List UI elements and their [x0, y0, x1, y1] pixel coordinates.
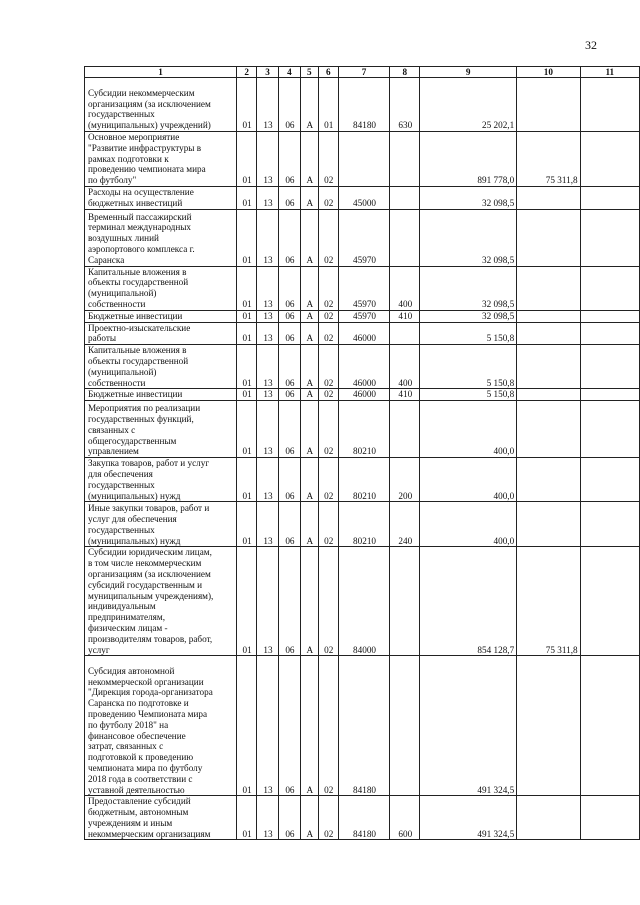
expense-code-cell: 46000: [338, 389, 390, 401]
activity-code-cell: 02: [318, 345, 338, 389]
subprogram-code-cell: А: [300, 209, 318, 266]
row-name-cell: Расходы на осуществление бюджетных инвестиций: [85, 186, 237, 209]
expense-code-cell: 46000: [338, 322, 390, 345]
section-code-cell: 01: [237, 322, 257, 345]
row-name-cell: Основное мероприятие "Развитие инфраструктуры в рамках подготовки к проведению чемпионата мира по футболу": [85, 132, 237, 187]
expense-code-cell: 84000: [338, 547, 390, 656]
activity-code-cell: 02: [318, 209, 338, 266]
amount-2018-cell: 75 311,8: [517, 547, 580, 656]
amount-2017-cell: 854 128,7: [420, 547, 517, 656]
amount-2019-cell: [580, 186, 639, 209]
table-row: [85, 186, 640, 209]
row-name-cell: Предоставление субсидий бюджетным, автономным учреждениям и иным некоммерческим организациям: [85, 796, 237, 840]
amount-2019-cell: [580, 209, 639, 266]
section-code-cell: 01: [237, 132, 257, 187]
table-row: [85, 209, 640, 266]
row-name-cell: Временный пассажирский терминал международных воздушных линий аэропортового комплекса г. Саранска: [85, 209, 237, 266]
subsection-code-cell: 13: [257, 209, 279, 266]
expense-code-cell: 80210: [338, 502, 390, 547]
amount-2018-cell: [517, 345, 580, 389]
type-code-cell: [390, 401, 420, 458]
section-code-cell: 01: [237, 656, 257, 796]
expense-code-cell: 84180: [338, 796, 390, 840]
header-cell: 1: [85, 67, 237, 78]
expense-code-cell: [338, 132, 390, 187]
table-row: [85, 796, 640, 840]
program-code-cell: 06: [278, 345, 300, 389]
expense-code-cell: 84180: [338, 656, 390, 796]
activity-code-cell: 02: [318, 310, 338, 322]
type-code-cell: 400: [390, 345, 420, 389]
amount-2019-cell: [580, 389, 639, 401]
amount-2018-cell: [517, 322, 580, 345]
subprogram-code-cell: А: [300, 796, 318, 840]
program-code-cell: 06: [278, 389, 300, 401]
table-row: [85, 547, 640, 656]
header-cell: 3: [257, 67, 279, 78]
subprogram-code-cell: А: [300, 502, 318, 547]
section-code-cell: 01: [237, 389, 257, 401]
amount-2019-cell: [580, 502, 639, 547]
amount-2018-cell: [517, 389, 580, 401]
subsection-code-cell: 13: [257, 345, 279, 389]
subprogram-code-cell: А: [300, 186, 318, 209]
table-row: [85, 322, 640, 345]
type-code-cell: 400: [390, 266, 420, 310]
type-code-cell: [390, 132, 420, 187]
subsection-code-cell: 13: [257, 78, 279, 132]
amount-2017-cell: 491 324,5: [420, 656, 517, 796]
amount-2017-cell: 400,0: [420, 458, 517, 502]
header-cell: 5: [300, 67, 318, 78]
expense-code-cell: 45970: [338, 310, 390, 322]
row-name-cell: Закупка товаров, работ и услуг для обеспечения государственных (муниципальных) нужд: [85, 458, 237, 502]
activity-code-cell: 01: [318, 78, 338, 132]
activity-code-cell: 02: [318, 796, 338, 840]
table-row: [85, 458, 640, 502]
subprogram-code-cell: А: [300, 389, 318, 401]
expense-code-cell: 45970: [338, 266, 390, 310]
row-name-cell: Субсидия автономной некоммерческой организации "Дирекция города-организатора Саранска по подготовке и проведению Чемпионата мира по футболу 2018" на финансовое обеспечение затрат, связанных с подготовкой к проведению чемпионата мира по футболу 2018 года в соответствии с уставной деятельностью: [85, 656, 237, 796]
header-cell: 6: [318, 67, 338, 78]
section-code-cell: 01: [237, 458, 257, 502]
row-name-cell: Иные закупки товаров, работ и услуг для обеспечения государственных (муниципальных) нужд: [85, 502, 237, 547]
amount-2017-cell: 32 098,5: [420, 209, 517, 266]
subprogram-code-cell: А: [300, 132, 318, 187]
program-code-cell: 06: [278, 186, 300, 209]
section-code-cell: 01: [237, 547, 257, 656]
activity-code-cell: 02: [318, 132, 338, 187]
page-number: 32: [585, 38, 597, 52]
amount-2019-cell: [580, 345, 639, 389]
amount-2017-cell: 5 150,8: [420, 389, 517, 401]
program-code-cell: 06: [278, 310, 300, 322]
amount-2017-cell: 32 098,5: [420, 186, 517, 209]
type-code-cell: 630: [390, 78, 420, 132]
section-code-cell: 01: [237, 401, 257, 458]
amount-2018-cell: [517, 502, 580, 547]
header-cell: 11: [580, 67, 639, 78]
amount-2018-cell: [517, 401, 580, 458]
amount-2019-cell: [580, 78, 639, 132]
section-code-cell: 01: [237, 310, 257, 322]
subsection-code-cell: 13: [257, 502, 279, 547]
program-code-cell: 06: [278, 401, 300, 458]
row-name-cell: Капитальные вложения в объекты государственной (муниципальной) собственности: [85, 345, 237, 389]
activity-code-cell: 02: [318, 401, 338, 458]
section-code-cell: 01: [237, 345, 257, 389]
section-code-cell: 01: [237, 78, 257, 132]
table-header-row: [85, 67, 640, 78]
subprogram-code-cell: А: [300, 322, 318, 345]
subsection-code-cell: 13: [257, 458, 279, 502]
amount-2018-cell: [517, 458, 580, 502]
amount-2017-cell: 32 098,5: [420, 310, 517, 322]
amount-2018-cell: [517, 796, 580, 840]
expense-code-cell: 46000: [338, 345, 390, 389]
expense-code-cell: 80210: [338, 458, 390, 502]
table-row: [85, 310, 640, 322]
section-code-cell: 01: [237, 502, 257, 547]
subsection-code-cell: 13: [257, 547, 279, 656]
section-code-cell: 01: [237, 266, 257, 310]
type-code-cell: 410: [390, 310, 420, 322]
amount-2017-cell: 400,0: [420, 502, 517, 547]
program-code-cell: 06: [278, 796, 300, 840]
subsection-code-cell: 13: [257, 796, 279, 840]
expense-code-cell: 80210: [338, 401, 390, 458]
amount-2019-cell: [580, 266, 639, 310]
amount-2018-cell: [517, 78, 580, 132]
type-code-cell: 200: [390, 458, 420, 502]
expense-code-cell: 84180: [338, 78, 390, 132]
amount-2019-cell: [580, 132, 639, 187]
table-row: [85, 266, 640, 310]
subprogram-code-cell: А: [300, 458, 318, 502]
program-code-cell: 06: [278, 132, 300, 187]
budget-table: [84, 66, 640, 840]
row-name-cell: Субсидии юридическим лицам, в том числе некоммерческим организациям (за исключением субсидий государственным и муниципальным учреждениям), индивидуальным предпринимателям, физическим лицам - производителям товаров, работ, услуг: [85, 547, 237, 656]
program-code-cell: 06: [278, 266, 300, 310]
header-cell: 2: [237, 67, 257, 78]
expense-code-cell: 45970: [338, 209, 390, 266]
activity-code-cell: 02: [318, 389, 338, 401]
subsection-code-cell: 13: [257, 266, 279, 310]
header-cell: 9: [420, 67, 517, 78]
type-code-cell: [390, 186, 420, 209]
amount-2019-cell: [580, 458, 639, 502]
table-row: [85, 345, 640, 389]
table-row: [85, 401, 640, 458]
amount-2017-cell: 5 150,8: [420, 322, 517, 345]
activity-code-cell: 02: [318, 186, 338, 209]
row-name-cell: Проектно-изыскательские работы: [85, 322, 237, 345]
type-code-cell: 600: [390, 796, 420, 840]
program-code-cell: 06: [278, 547, 300, 656]
subprogram-code-cell: А: [300, 310, 318, 322]
section-code-cell: 01: [237, 209, 257, 266]
amount-2018-cell: [517, 656, 580, 796]
row-name-cell: Капитальные вложения в объекты государственной (муниципальной) собственности: [85, 266, 237, 310]
activity-code-cell: 02: [318, 656, 338, 796]
type-code-cell: [390, 322, 420, 345]
subsection-code-cell: 13: [257, 310, 279, 322]
table-row: [85, 502, 640, 547]
expense-code-cell: 45000: [338, 186, 390, 209]
amount-2019-cell: [580, 322, 639, 345]
header-cell: 7: [338, 67, 390, 78]
amount-2019-cell: [580, 796, 639, 840]
amount-2019-cell: [580, 310, 639, 322]
amount-2017-cell: 32 098,5: [420, 266, 517, 310]
amount-2017-cell: 891 778,0: [420, 132, 517, 187]
program-code-cell: 06: [278, 322, 300, 345]
activity-code-cell: 02: [318, 547, 338, 656]
type-code-cell: [390, 209, 420, 266]
row-name-cell: Субсидии некоммерческим организациям (за исключением государственных (муниципальных) учреждений): [85, 78, 237, 132]
program-code-cell: 06: [278, 458, 300, 502]
type-code-cell: 240: [390, 502, 420, 547]
amount-2017-cell: 400,0: [420, 401, 517, 458]
subsection-code-cell: 13: [257, 656, 279, 796]
amount-2017-cell: 5 150,8: [420, 345, 517, 389]
subprogram-code-cell: А: [300, 656, 318, 796]
activity-code-cell: 02: [318, 322, 338, 345]
amount-2019-cell: [580, 401, 639, 458]
row-name-cell: Бюджетные инвестиции: [85, 389, 237, 401]
amount-2018-cell: [517, 186, 580, 209]
table-row: [85, 656, 640, 796]
section-code-cell: 01: [237, 186, 257, 209]
activity-code-cell: 02: [318, 266, 338, 310]
subprogram-code-cell: А: [300, 78, 318, 132]
amount-2018-cell: [517, 310, 580, 322]
amount-2018-cell: 75 311,8: [517, 132, 580, 187]
section-code-cell: 01: [237, 796, 257, 840]
program-code-cell: 06: [278, 78, 300, 132]
amount-2018-cell: [517, 209, 580, 266]
subsection-code-cell: 13: [257, 401, 279, 458]
type-code-cell: 410: [390, 389, 420, 401]
table-row: [85, 389, 640, 401]
subprogram-code-cell: А: [300, 345, 318, 389]
program-code-cell: 06: [278, 502, 300, 547]
amount-2019-cell: [580, 547, 639, 656]
header-cell: 8: [390, 67, 420, 78]
subprogram-code-cell: А: [300, 401, 318, 458]
program-code-cell: 06: [278, 209, 300, 266]
header-cell: 4: [278, 67, 300, 78]
subsection-code-cell: 13: [257, 389, 279, 401]
subsection-code-cell: 13: [257, 322, 279, 345]
table-row: [85, 132, 640, 187]
row-name-cell: Мероприятия по реализации государственных функций, связанных с общегосударственным управлением: [85, 401, 237, 458]
program-code-cell: 06: [278, 656, 300, 796]
amount-2019-cell: [580, 656, 639, 796]
activity-code-cell: 02: [318, 502, 338, 547]
subprogram-code-cell: А: [300, 266, 318, 310]
subsection-code-cell: 13: [257, 186, 279, 209]
amount-2017-cell: 491 324,5: [420, 796, 517, 840]
subprogram-code-cell: А: [300, 547, 318, 656]
table-body: [85, 78, 640, 840]
subsection-code-cell: 13: [257, 132, 279, 187]
amount-2017-cell: 25 202,1: [420, 78, 517, 132]
activity-code-cell: 02: [318, 458, 338, 502]
header-cell: 10: [517, 67, 580, 78]
row-name-cell: Бюджетные инвестиции: [85, 310, 237, 322]
amount-2018-cell: [517, 266, 580, 310]
type-code-cell: [390, 656, 420, 796]
table-row: [85, 78, 640, 132]
type-code-cell: [390, 547, 420, 656]
